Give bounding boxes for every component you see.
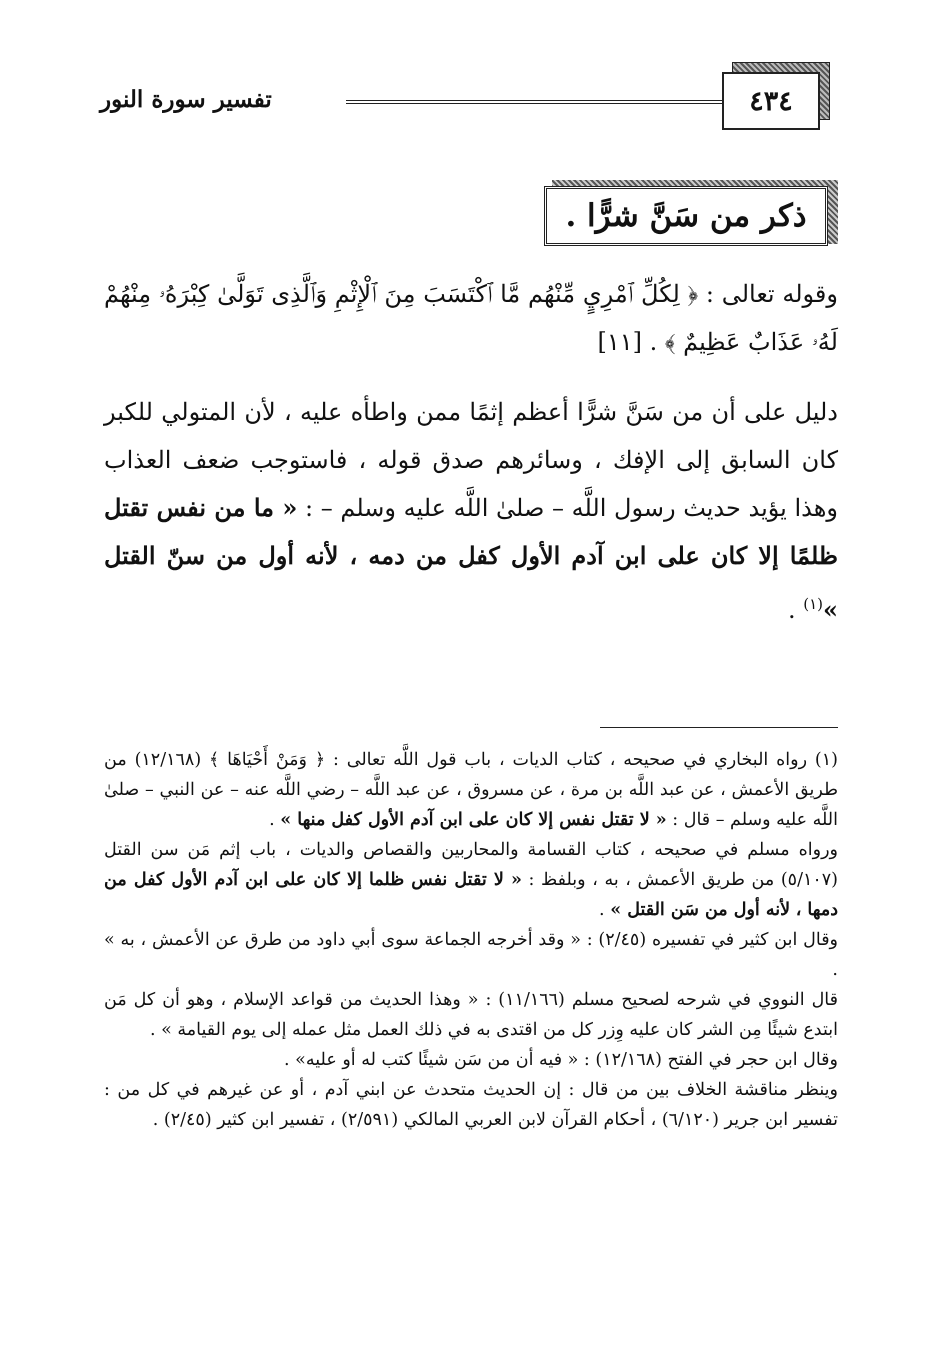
footnote-nawawi: قال النووي في شرحه لصحيح مسلم (١١/١٦٦) : « وهذا الحديث من قواعد الإسلام ، وهو أن كل مَن ابتدع شيئًا مِن الشر كان عليه وِزر كل من اقتدى به في ذلك العمل مثل عمله إلى يوم القيامة » . <box>104 990 838 1040</box>
page-number: ٤٣٤ <box>722 72 820 130</box>
footnote-hadith: « لا تقتل نفس ظلما إلا كان على ابن آدم الأول كفل من دمها ، <box>104 870 838 920</box>
running-title: تفسير سورة النور <box>100 86 272 113</box>
footnote-ibn-hajar: وقال ابن حجر في الفتح (١٢/١٦٨) : « فيه أن من سَن شيئًا كتب له أو عليه» . <box>284 1050 838 1070</box>
commentary-paragraph <box>104 388 838 634</box>
footnote-hadith: لأنه أول من سَن القتل » <box>610 900 791 920</box>
footnote-further-reading: وينظر مناقشة الخلاف بين من قال : إن الحديث متحدث عن ابني آدم ، أو عن غيرهم في كل من : تفسير ابن جرير (٦/١٢٠) ، أحكام القرآن لابن العربي المالكي (٢/٥٩١) ، تفسير ابن كثير (٢/٤٥) . <box>104 1080 838 1130</box>
footnotes <box>104 745 838 1135</box>
footnote-bukhari <box>104 745 838 835</box>
commentary-text: دليل على أن من سَنَّ شرًّا أعظم إثمًا ممن واطأه عليه ، لأن المتولي للكبر كان السابق إلى الإفك ، وسائرهم صدق قوله ، فاستوجب ضعف العذاب وهذا يؤيد حديث رسول اللَّه – صلىٰ اللَّه عليه وسلم – : <box>104 398 839 522</box>
footnote-text: . <box>269 810 281 830</box>
footnote-ibn-kathir: وقال ابن كثير في تفسيره (٢/٤٥) : « وقد أخرجه الجماعة سوى أبي داود من طرق عن الأعمش ، به » . <box>104 930 839 980</box>
hadith-quote: « ما من نفس تقتل ظلمًا إلا كان على ابن آدم الأول كفل من دمه ، لأنه أول من سنّ القتل » <box>103 493 839 624</box>
footnote-muslim <box>104 835 838 925</box>
verse-paragraph: وقوله تعالى : ﴿ لِكُلِّ ٱمْرِيٍ مِّنْهُم مَّا ٱكْتَسَبَ مِنَ ٱلْإِثْمِ وَٱلَّذِى تَوَلَّىٰ كِبْرَهُۥ مِنْهُمْ لَهُۥ عَذَابٌ عَظِيمٌ ﴾ . [١١] <box>104 280 838 356</box>
footnote-text: (١) رواه البخاري في صحيحه ، كتاب الديات ، باب قول اللَّه تعالى : ﴿ وَمَنْ أَحْيَاهَا ﴾ (١٢/١٦٨) من طريق الأعمش ، عن عبد اللَّه بن مرة ، عن مسروق ، عن عبد اللَّه – رضي اللَّه عنه – عن النبي – صلىٰ اللَّه عليه وسلم – قال : <box>104 750 838 830</box>
commentary-end: . <box>787 596 804 624</box>
section-title: ذكر من سَنَّ شرًّا . <box>544 186 828 246</box>
footnote-rule <box>600 727 838 728</box>
footnote-hadith: « لا تقتل نفس إلا كان على ابن آدم الأول كفل منها » <box>280 810 667 830</box>
header-rule <box>346 100 722 104</box>
footnote-ref: (١) <box>803 595 823 613</box>
footnote-text: . <box>599 900 611 920</box>
footnote-text: ورواه مسلم في صحيحه ، كتاب القسامة والمحاربين والقصاص والديات ، باب إثم مَن سن القتل (٥/١٠٧) من طريق الأعمش ، به ، وبلفظ : <box>104 840 838 890</box>
